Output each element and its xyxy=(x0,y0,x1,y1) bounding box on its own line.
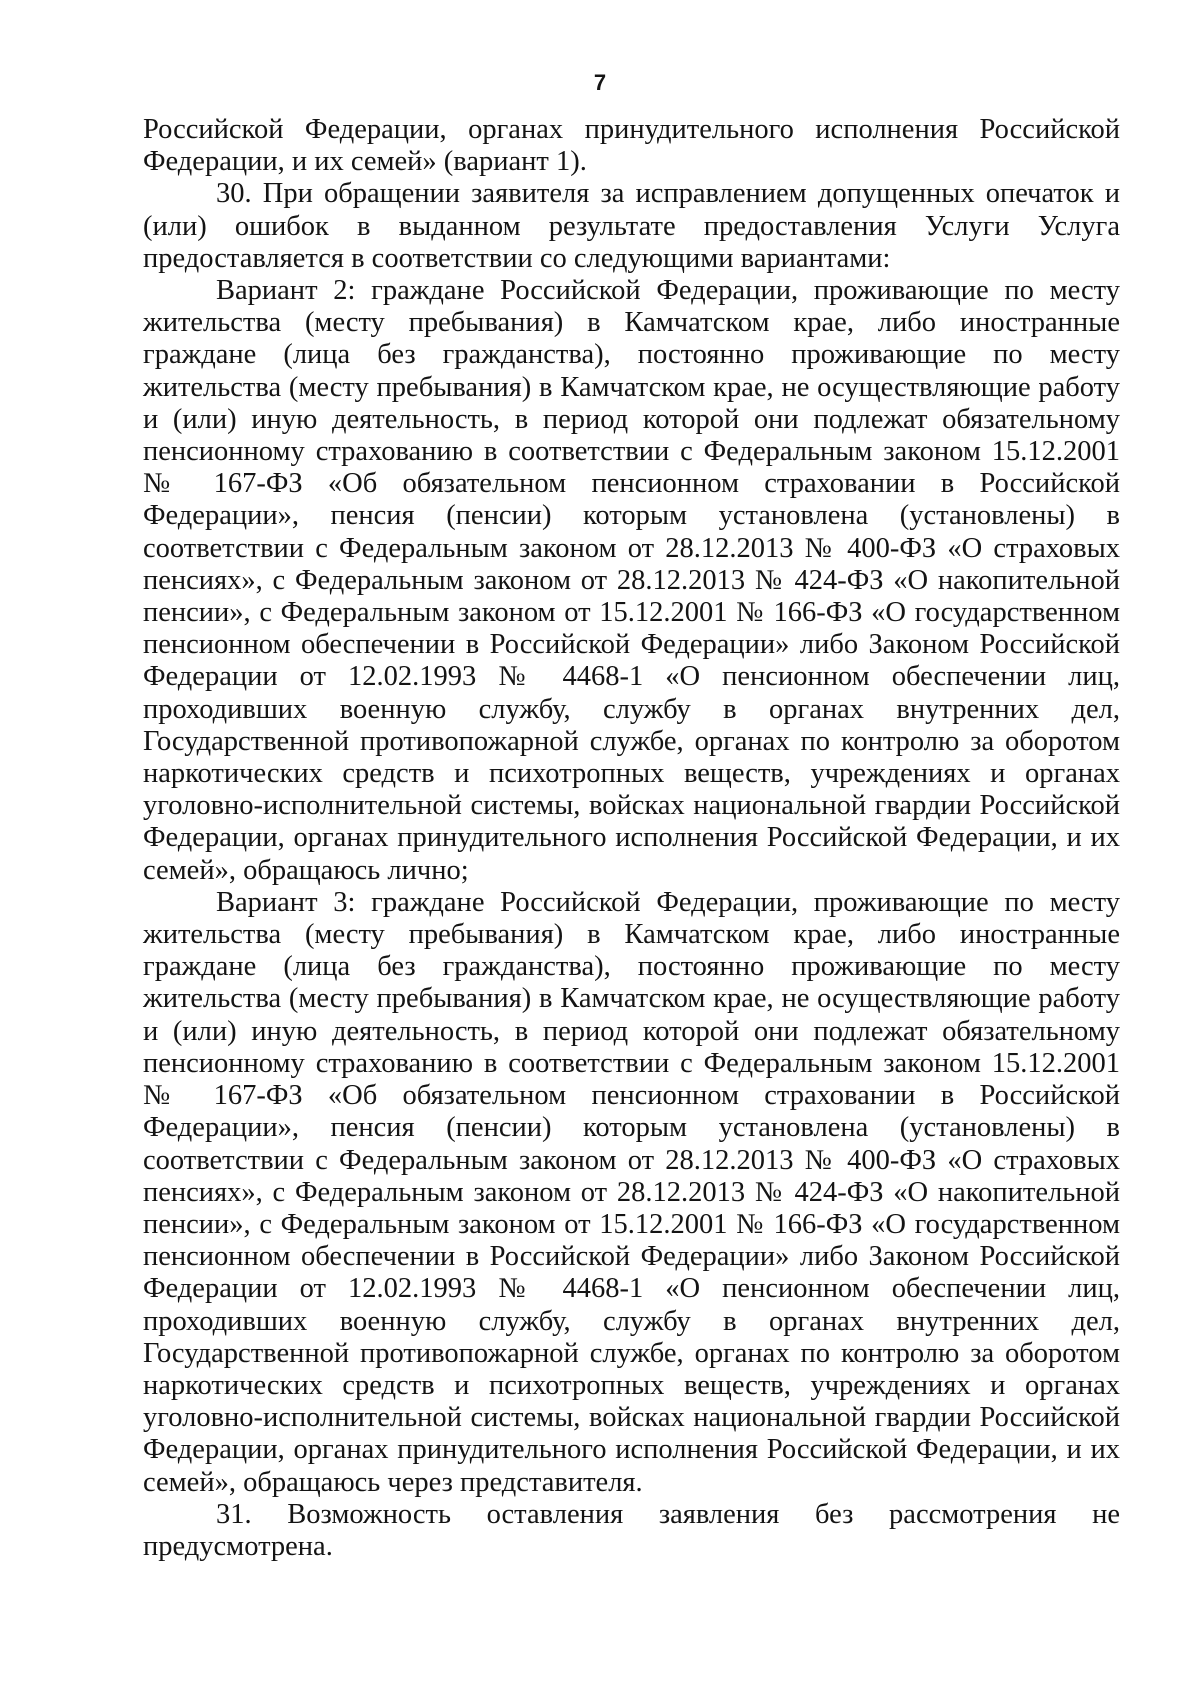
paragraph-continuation: Российской Федерации, органах принудительного исполнения Российской Федерации, и их семей» (вариант 1). xyxy=(143,114,1120,178)
paragraph-variant-3: Вариант 3: граждане Российской Федерации, проживающие по месту жительства (месту пребывания) в Камчатском крае, либо иностранные граждане (лица без гражданства), постоянно проживающие по месту жительства (месту пребывания) в Камчатском крае, не осуществляющие работу и (или) иную деятельность, в период которой они подлежат обязательному пенсионному страхованию в соответствии с Федеральным законом 15.12.2001 № 167-ФЗ «Об обязательном пенсионном страховании в Российской Федерации», пенсия (пенсии) которым установлена (установлены) в соответствии с Федеральным законом от 28.12.2013 № 400-ФЗ «О страховых пенсиях», с Федеральным законом от 28.12.2013 № 424-ФЗ «О накопительной пенсии», с Федеральным законом от 15.12.2001 № 166-ФЗ «О государственном пенсионном обеспечении в Российской Федерации» либо Законом Российской Федерации от 12.02.1993 № 4468-1 «О пенсионном обеспечении лиц, проходивших военную службу, службу в органах внутренних дел, Государственной противопожарной службе, органах по контролю за оборотом наркотических средств и психотропных веществ, учреждениях и органах уголовно-исполнительной системы, войсках национальной гвардии Российской Федерации, органах принудительного исполнения Российской Федерации, и их семей», обращаюсь через представителя. xyxy=(143,886,1120,1498)
page-number: 7 xyxy=(593,70,607,95)
paragraph-variant-2: Вариант 2: граждане Российской Федерации, проживающие по месту жительства (месту пребывания) в Камчатском крае, либо иностранные граждане (лица без гражданства), постоянно проживающие по месту жительства (месту пребывания) в Камчатском крае, не осуществляющие работу и (или) иную деятельность, в период которой они подлежат обязательному пенсионному страхованию в соответствии с Федеральным законом 15.12.2001 № 167-ФЗ «Об обязательном пенсионном страховании в Российской Федерации», пенсия (пенсии) которым установлена (установлены) в соответствии с Федеральным законом от 28.12.2013 № 400-ФЗ «О страховых пенсиях», с Федеральным законом от 28.12.2013 № 424-ФЗ «О накопительной пенсии», с Федеральным законом от 15.12.2001 № 166-ФЗ «О государственном пенсионном обеспечении в Российской Федерации» либо Законом Российской Федерации от 12.02.1993 № 4468-1 «О пенсионном обеспечении лиц, проходивших военную службу, службу в органах внутренних дел, Государственной противопожарной службе, органах по контролю за оборотом наркотических средств и психотропных веществ, учреждениях и органах уголовно-исполнительной системы, войсках национальной гвардии Российской Федерации, органах принудительного исполнения Российской Федерации, и их семей», обращаюсь лично; xyxy=(143,275,1120,886)
paragraph-item-30: 30. При обращении заявителя за исправлением допущенных опечаток и (или) ошибок в выданном результате предоставления Услуги Услуга предоставляется в соответствии со следующими вариантами: xyxy=(143,178,1120,274)
document-body xyxy=(143,114,1120,1563)
paragraph-item-31: 31. Возможность оставления заявления без рассмотрения не предусмотрена. xyxy=(143,1498,1120,1562)
